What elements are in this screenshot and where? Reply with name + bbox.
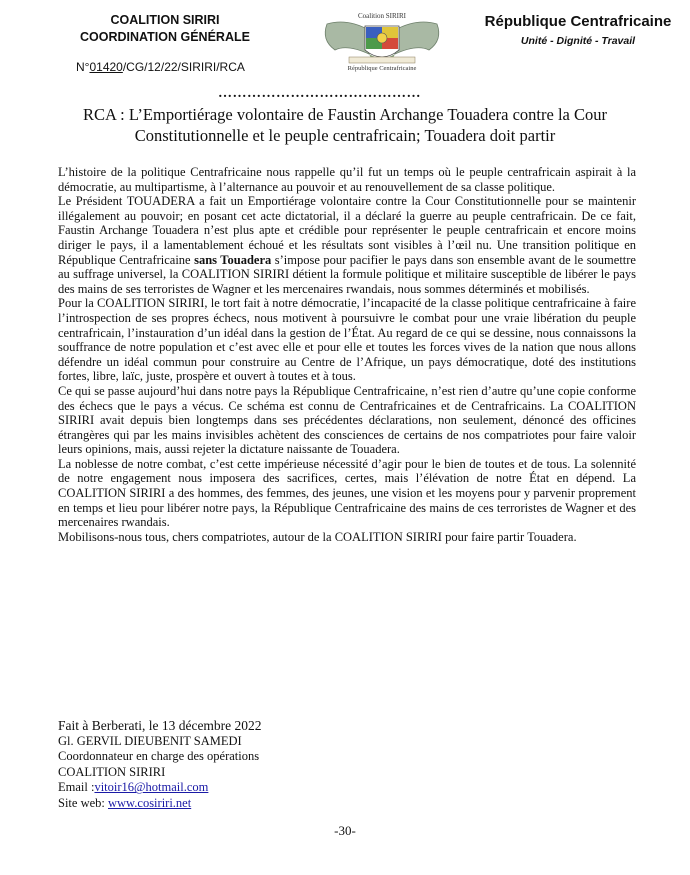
paragraph: Ce qui se passe aujourd’hui dans notre pays la République Centrafricaine, n’est rien d’autre qu’une copie conforme des échecs que le pays a vécus. Ce schéma est connu de Centrafricaines et de Centrafricains. La COALITION SIRIRI avait depuis bien longtemps dans ses précédentes déclarations, non seulement, dénoncé des officines étrangères qui par les mains invisibles achètent des consciences de certains de nos compatriotes pour faire valoir leurs opinions, mais, aussi rejeter la dictature naissante de Touadera. — [58, 383, 636, 457]
document-body — [58, 165, 636, 544]
signatory-role: Coordonnateur en charge des opérations — [58, 749, 260, 764]
emblem-top-text: Coalition SIRIRI — [357, 12, 407, 20]
signatory-org: COALITION SIRIRI — [58, 764, 166, 779]
email-label: Email : — [58, 780, 95, 795]
paragraph: La noblesse de notre combat, c’est cette impérieuse nécessité d’agir pour le bien de toutes et de tous. La solennité de notre engagement nous imposera des sacrifices, certes, mais l’élévation de notre État en dépend. La COALITION SIRIRI a des hommes, des femmes, des jeunes, une vision et les moyens pour y parvenir proprement en temps et lieu pour libérer notre pays, la République Centrafricaine des mains de ces terroristes de Wagner et des mercenaires rwandais. — [58, 456, 636, 530]
paragraph — [58, 194, 636, 296]
paragraph: L’histoire de la politique Centrafricaine nous rappelle qu’il fut un temps où le peuple centrafricain aspirait à la démocratie, au multipartisme, à l’alternance au pouvoir et au renouvellement de sa classe politique. — [58, 165, 636, 194]
paragraph-text: s’impose pour pacifier le pays dans son ensemble avant de le soumettre au suffrage universel, la COALITION SIRIRI détient la formule politique et militaire susceptible de libérer le pays des mains de ses terroristes de Wagner et les mercenaires rwandais, nous sommes déterminés et mobilisés. — [58, 252, 636, 296]
country-name: République Centrafricaine — [484, 13, 672, 30]
emphasis-text: sans Touadera — [194, 252, 272, 267]
place-date: Fait à Berberati, le 13 décembre 2022 — [58, 718, 262, 733]
email-line — [58, 780, 458, 796]
reference-number — [76, 60, 245, 74]
page-number: -30- — [334, 823, 356, 838]
header-right — [478, 12, 678, 47]
org-name: COALITION SIRIRI — [110, 13, 220, 27]
coat-of-arms-icon — [307, 10, 457, 72]
national-motto: Unité - Dignité - Travail — [520, 35, 636, 47]
document-title: RCA : L’Emportiérage volontaire de Faustin Archange Touadera contre la Cour Constitutionnelle et le peuple centrafricain; Touadera doit partir — [83, 105, 607, 145]
website-line — [58, 796, 458, 812]
paragraph-text: Le Président TOUADERA a fait un Emportiérage volontaire contre la Cour Constitutionnelle pour se maintenir illégalement au pouvoir; en posant cet acte dictatorial, il a déclaré la guerre au peuple centrafricain. De ce fait, Faustin Archange Touadera n’est plus apte et crédible pour représenter le peuple centrafricain et encore moins diriger le pays, il a lamentablement échoué et les résultats sont visibles à l’œil nu. Une transition politique en République Centrafricaine — [58, 194, 636, 267]
ref-number: 01420 — [89, 60, 123, 74]
header-left — [50, 12, 280, 46]
ref-prefix: N° — [76, 60, 90, 74]
paragraph: Mobilisons-nous tous, chers compatriotes, autour de la COALITION SIRIRI pour faire partir Touadera. — [58, 529, 577, 544]
signature-block — [58, 718, 458, 812]
website-link[interactable]: www.cosiriri.net — [108, 795, 192, 810]
paragraph: Pour la COALITION SIRIRI, le tort fait à notre démocratie, l’incapacité de la classe politique centrafricaine à faire l’introspection de ses propres échecs, nous motivent à poursuivre le combat pour une vraie libération du peuple centrafricain, l’instauration d’un idéal dans la gestion de l’État. Au regard de ce qui se dessine, nous connaissons la souffrance de notre population et c’est avec elle et pour elle et toutes les forces vives de la nation que nous allons défendre un idéal commun pour construire au Centre de l’Afrique, un pays démocratique, doté des institutions fortes, libre, laïc, juste, prospère et ouvert à toutes et à tous. — [58, 296, 636, 384]
website-label: Site web: — [58, 795, 108, 810]
ref-suffix: /CG/12/22/SIRIRI/RCA — [122, 60, 245, 74]
email-link[interactable]: vitoir16@hotmail.com — [94, 780, 209, 795]
signatory-name: Gl. GERVIL DIEUBENIT SAMEDI — [58, 733, 242, 748]
separator-dots: …………………………………… — [218, 86, 421, 101]
emblem-bottom-text: République Centrafricaine — [347, 65, 417, 72]
org-division: COORDINATION GÉNÉRALE — [80, 30, 250, 44]
